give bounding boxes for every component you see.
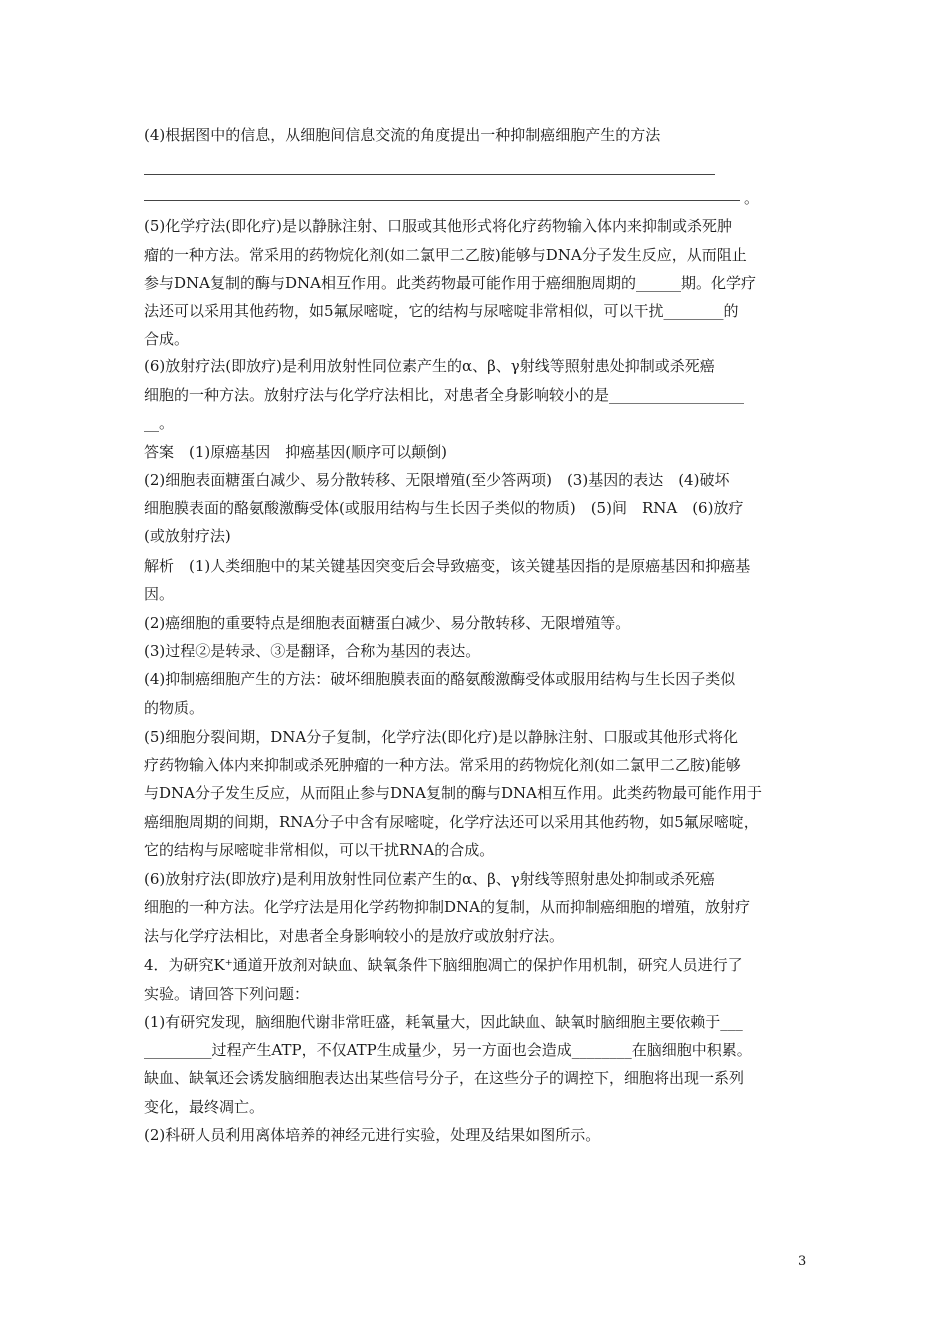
analysis-line-11: 它的结构与尿嘧啶非常相似，可以干扰RNA的合成。 <box>144 841 495 859</box>
analysis-line-14: 法与化学疗法相比，对患者全身影响较小的是放疗或放射疗法。 <box>144 927 565 945</box>
page-number: 3 <box>798 1254 807 1269</box>
analysis-line-7: (5)细胞分裂间期，DNA分子复制，化学疗法(即化疗)是以静脉注射、口服或其他形式将化 <box>144 728 738 746</box>
analysis-line-5: (4)抑制癌细胞产生的方法：破坏细胞膜表面的酪氨酸激酶受体或服用结构与生长因子类似 <box>144 670 736 688</box>
analysis-line-4: (3)过程②是转录、③是翻译，合称为基因的表达。 <box>144 642 481 660</box>
answer-line-1: 答案 (1)原癌基因 抑癌基因(顺序可以颠倒) <box>144 443 447 461</box>
q-4-1-line-2: _________过程产生ATP，不仅ATP生成量少，另一方面也会造成________在脑细胞中积累。 <box>144 1041 752 1059</box>
answer-line-3: 细胞膜表面的酪氨酸激酶受体(或服用结构与生长因子类似的物质) (5)间 RNA (6)放疗 <box>144 499 744 517</box>
analysis-line-1: 解析 (1)人类细胞中的某关键基因突变后会导致癌变，该关键基因指的是原癌基因和抑癌基 <box>144 557 751 575</box>
q6-line-1: (6)放射疗法(即放疗)是利用放射性同位素产生的α、β、γ射线等照射患处抑制或杀死癌 <box>144 357 715 375</box>
q5-line-3: 参与DNA复制的酶与DNA相互作用。此类药物最可能作用于癌细胞周期的______期。化学疗 <box>144 274 756 292</box>
analysis-line-13: 细胞的一种方法。化学疗法是用化学药物抑制DNA的复制，从而抑制癌细胞的增殖，放射疗 <box>144 898 750 916</box>
q5-line-5: 合成。 <box>144 330 190 348</box>
analysis-line-3: (2)癌细胞的重要特点是细胞表面糖蛋白减少、易分散转移、无限增殖等。 <box>144 614 631 632</box>
analysis-line-2: 因。 <box>144 585 175 603</box>
q-4-1-line-1: (1)有研究发现，脑细胞代谢非常旺盛，耗氧量大，因此缺血、缺氧时脑细胞主要依赖于___ <box>144 1013 743 1031</box>
answer-blank-line-1 <box>144 174 715 175</box>
q6-line-2: 细胞的一种方法。放射疗法与化学疗法相比，对患者全身影响较小的是__________________ <box>144 386 745 404</box>
q-4-2-line-1: (2)科研人员利用离体培养的神经元进行实验，处理及结果如图所示。 <box>144 1126 601 1144</box>
analysis-line-9: 与DNA分子发生反应，从而阻止参与DNA复制的酶与DNA相互作用。此类药物最可能作用于 <box>144 784 762 802</box>
q-4-line-2: 实验。请回答下列问题： <box>144 985 310 1003</box>
analysis-line-6: 的物质。 <box>144 699 205 717</box>
answer-line-2: (2)细胞表面糖蛋白减少、易分散转移、无限增殖(至少答两项) (3)基因的表达 (4)破坏 <box>144 471 730 489</box>
analysis-line-12: (6)放射疗法(即放疗)是利用放射性同位素产生的α、β、γ射线等照射患处抑制或杀死癌 <box>144 870 715 888</box>
q-4-1-line-4: 变化，最终凋亡。 <box>144 1098 265 1116</box>
answer-line-4: (或放射疗法) <box>144 527 231 545</box>
q5-line-1: (5)化学疗法(即化疗)是以静脉注射、口服或其他形式将化疗药物输入体内来抑制或杀死肿 <box>144 217 732 235</box>
analysis-line-10: 癌细胞周期的间期，RNA分子中含有尿嘧啶，化学疗法还可以采用其他药物，如5氟尿嘧啶， <box>144 813 759 831</box>
q4-line-1: (4)根据图中的信息，从细胞间信息交流的角度提出一种抑制癌细胞产生的方法 <box>144 126 661 144</box>
q6-line-3: __。 <box>144 414 175 432</box>
q-4-line-1: 4．为研究K⁺通道开放剂对缺血、缺氧条件下脑细胞凋亡的保护作用机制，研究人员进行了 <box>144 956 743 974</box>
analysis-line-8: 疗药物输入体内来抑制或杀死肿瘤的一种方法。常采用的药物烷化剂(如二氯甲二乙胺)能够 <box>144 756 741 774</box>
q4-line-end: 。 <box>744 189 760 207</box>
q-4-1-line-3: 缺血、缺氧还会诱发脑细胞表达出某些信号分子，在这些分子的调控下，细胞将出现一系列 <box>144 1069 745 1087</box>
q5-line-2: 瘤的一种方法。常采用的药物烷化剂(如二氯甲二乙胺)能够与DNA分子发生反应，从而阻止 <box>144 246 747 264</box>
answer-blank-line-2 <box>144 200 740 201</box>
q5-line-4: 法还可以采用其他药物，如5氟尿嘧啶，它的结构与尿嘧啶非常相似，可以干扰________的 <box>144 302 739 320</box>
